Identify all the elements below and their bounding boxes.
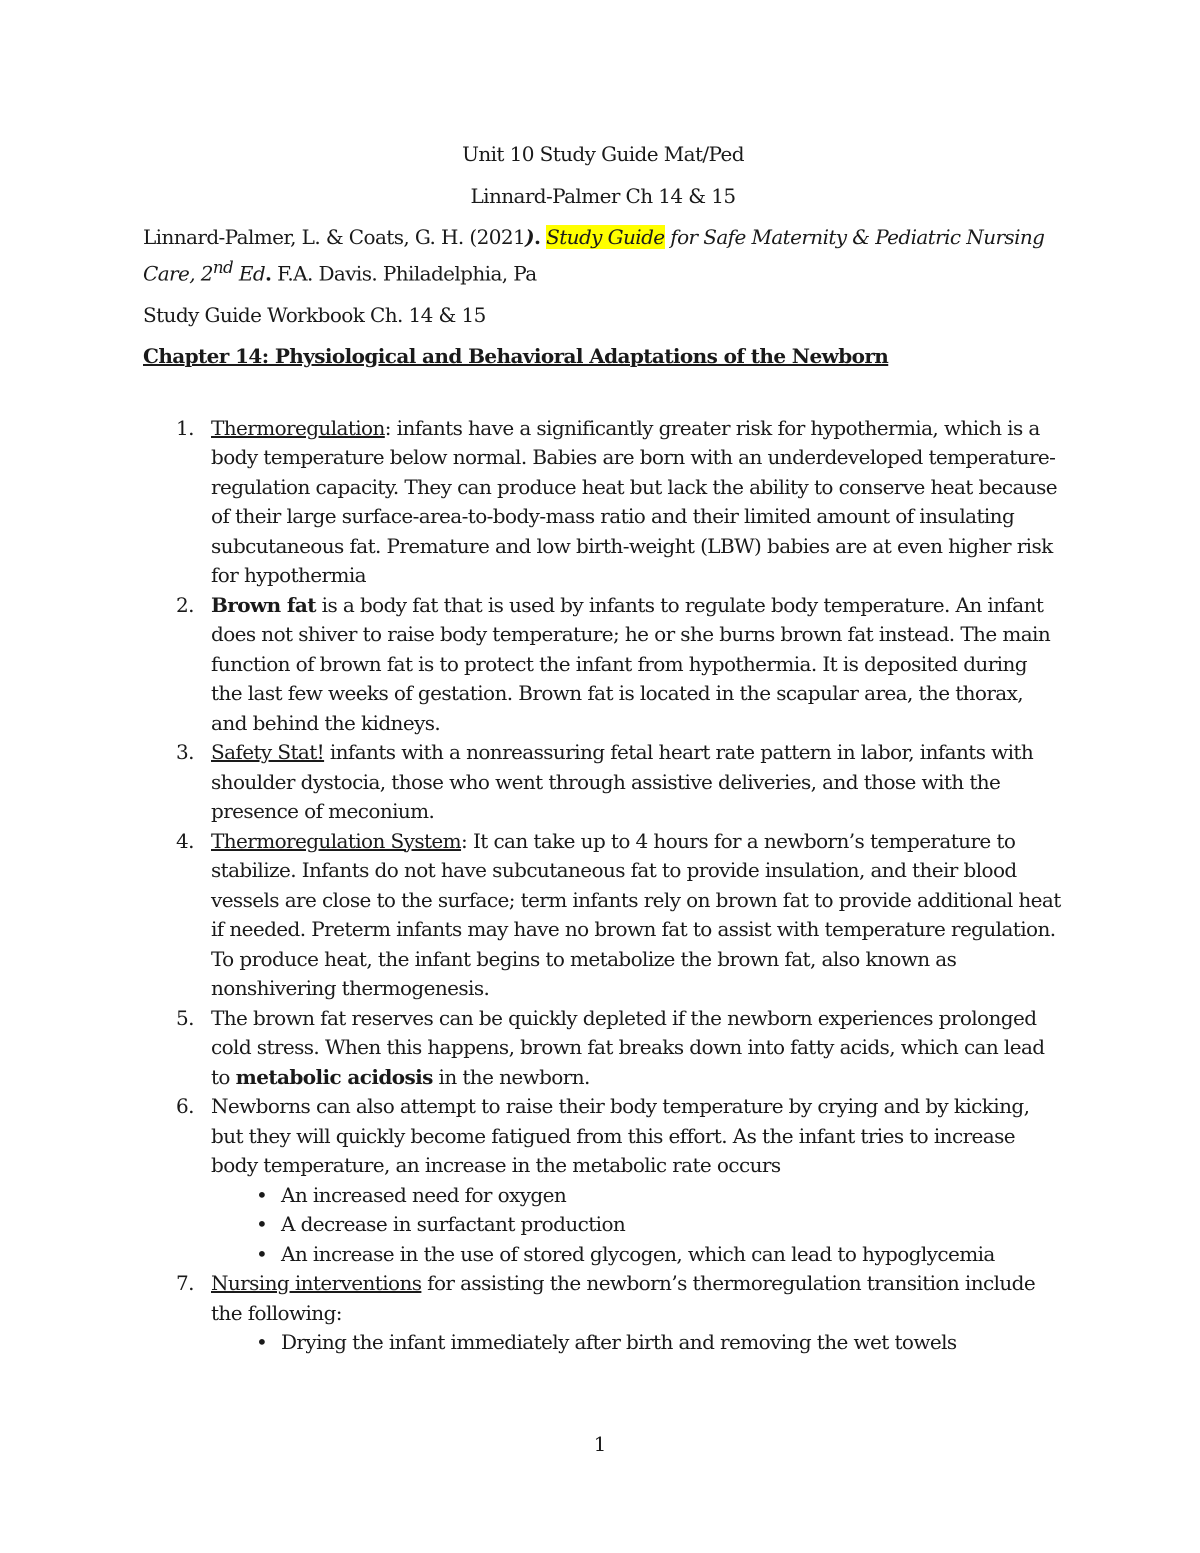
document-title: Unit 10 Study Guide Mat/Ped [462,142,744,166]
bullet-text: A decrease in surfactant production [281,1212,626,1237]
citation-title-part2: Ed [233,261,266,286]
item-text: : infants have a significantly greater risk for hypothermia, which is a body temperature below normal. Babies are born with an underdeveloped temperature-regulation capacity. They can produce heat but lack the ability to conserve heat because of their large surface-area-to-body-mass ratio and their limited amount of insulating subcutaneous fat. Premature and low birth-weight (LBW) babies are at even higher risk for hypothermia [211,415,1058,588]
list-number: 7. [176,1271,194,1296]
item-text: infants with a nonreassuring fetal heart rate pattern in labor, infants with shoulder dystocia, those who went through assistive deliveries, and those with the presence of meconium. [211,740,1034,824]
item-text: : It can take up to 4 hours for a newborn’s temperature to stabilize. Infants do not have subcutaneous fat to provide insulation, and their blood vessels are close to the surface; term infants rely on brown fat to provide additional heat if needed. Preterm infants may have no brown fat to assist with temperature regulation. To produce heat, the infant begins to metabolize the brown fat, also known as nonshivering thermogenesis. [211,828,1061,1001]
item-term: Thermoregulation System [211,828,462,853]
study-list [143,414,1063,1358]
citation-superscript: nd [212,257,234,277]
bullet-glyph: • [256,1241,268,1266]
bullet-text: An increased need for oxygen [281,1182,567,1207]
list-item [143,1092,1063,1269]
citation-authors: Linnard-Palmer, L. & Coats, G. H. (2021 [143,225,526,249]
list-number: 2. [176,592,194,617]
citation-period-2: . [265,261,272,286]
sub-bullet-item [211,1181,1063,1211]
item-text: The brown fat reserves can be quickly depleted if the newborn experiences prolonged cold stress. When this happens, brown fat breaks down into fatty acids, which can lead to [211,1005,1045,1089]
list-number: 5. [176,1005,194,1030]
sub-bullet-list [211,1181,1063,1270]
bullet-text: An increase in the use of stored glycogen, which can lead to hypoglycemia [281,1241,995,1266]
bullet-glyph: • [256,1212,268,1237]
workbook-reference: Study Guide Workbook Ch. 14 & 15 [143,302,486,327]
list-item [143,1004,1063,1093]
document-subtitle: Linnard-Palmer Ch 14 & 15 [470,183,736,208]
citation-title-part1: for Safe Maternity & Pediatric Nursing Care, 2 [143,225,1045,286]
list-item [143,738,1063,827]
item-text: in the newborn. [432,1064,590,1089]
page-number: 1 [593,1432,607,1456]
item-term: Thermoregulation [211,415,385,440]
list-number: 6. [176,1094,194,1119]
citation-highlight: Study Guide [546,225,665,249]
list-number: 4. [176,828,194,853]
item-text: for assisting the newborn’s thermoregulation transition include the following: [211,1271,1036,1325]
sub-bullet-item [211,1210,1063,1240]
list-number: 3. [176,740,194,765]
chapter-heading: Chapter 14: Physiological and Behavioral Adaptations of the Newborn [143,344,889,369]
sub-bullet-list [211,1328,1063,1358]
sub-bullet-item [211,1328,1063,1358]
item-text: is a body fat that is used by infants to regulate body temperature. An infant does not shiver to raise body temperature; he or she burns brown fat instead. The main function of brown fat is to protect the infant from hypothermia. It is deposited during the last few weeks of gestation. Brown fat is located in the scapular area, the thorax, and behind the kidneys. [211,592,1051,735]
list-item [143,591,1063,739]
citation-period: . [534,225,541,249]
item-term: Safety Stat! [211,740,325,765]
item-term: metabolic acidosis [235,1064,433,1089]
citation-publisher: F.A. Davis. Philadelphia, Pa [271,261,537,286]
bullet-text: Drying the infant immediately after birth and removing the wet towels [281,1330,957,1355]
citation [143,223,1063,289]
item-term: Nursing interventions [211,1271,422,1296]
sub-bullet-item [211,1240,1063,1270]
citation-paren: ) [525,225,534,249]
item-text: Newborns can also attempt to raise their body temperature by crying and by kicking, but they will quickly become fatigued from this effort. As the infant tries to increase body temperature, an increase in the metabolic rate occurs [211,1094,1030,1178]
list-item [143,414,1063,591]
list-item [143,1269,1063,1358]
item-term: Brown fat [211,592,316,617]
list-item [143,827,1063,1004]
bullet-glyph: • [256,1330,268,1355]
list-number: 1. [176,415,194,440]
bullet-glyph: • [256,1182,268,1207]
document-body [143,140,1063,1358]
